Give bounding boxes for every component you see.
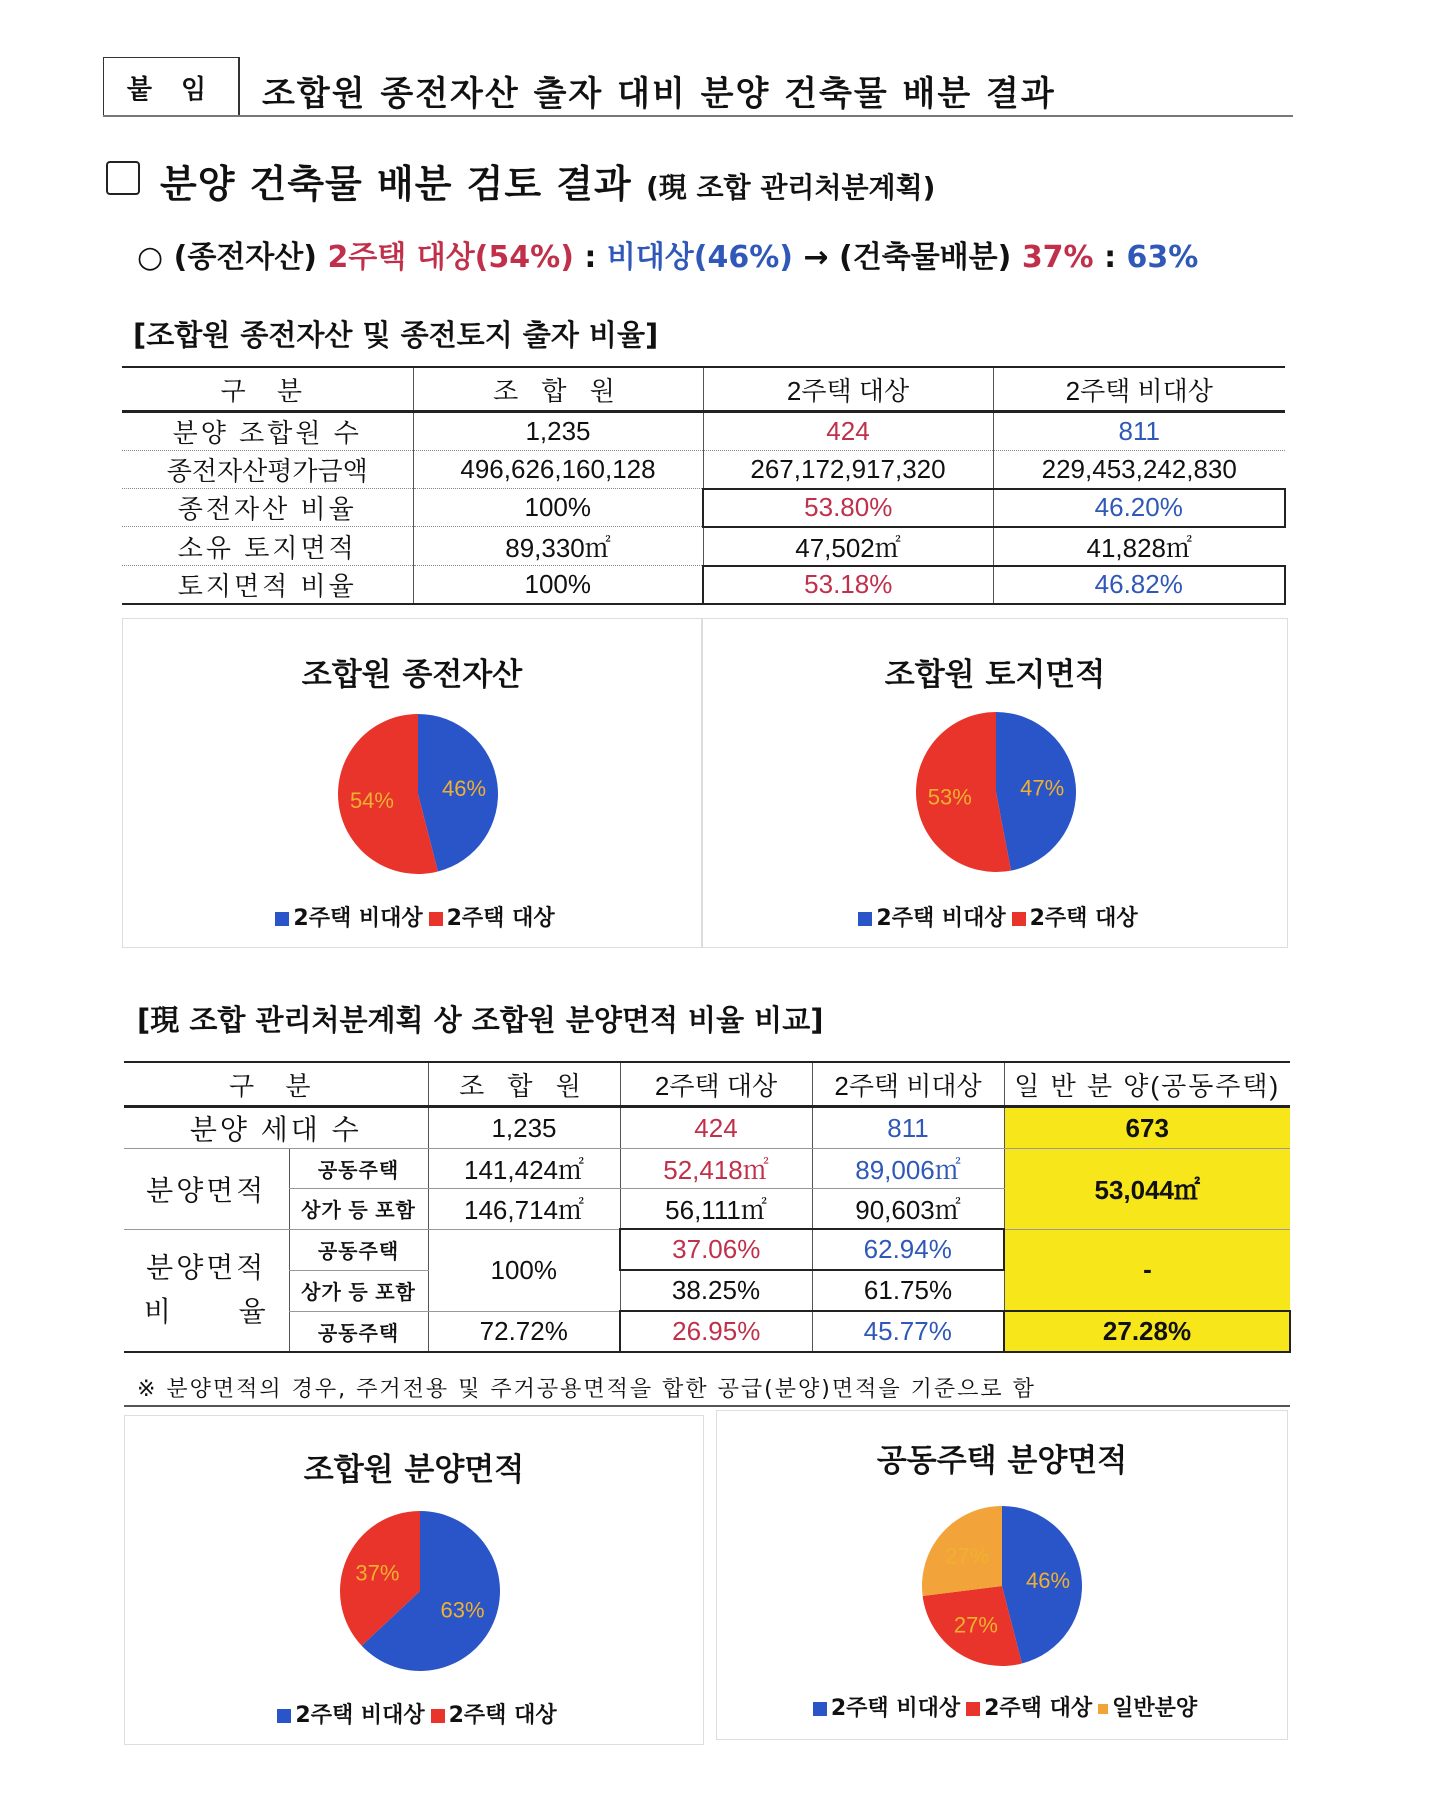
pie-chart-apartment-sale — [917, 1501, 1087, 1671]
table-cell-highlight: 53.18% — [703, 566, 993, 605]
table-cell-highlight: 53.80% — [703, 489, 993, 527]
table-cell: 89,006㎡ — [812, 1149, 1004, 1189]
table-cell-highlight: 53,044㎡ — [1004, 1149, 1290, 1230]
asset-ratio-table — [122, 366, 1286, 605]
table-cell: 61.75% — [812, 1270, 1004, 1311]
table-cell-highlight: 673 — [1004, 1107, 1290, 1149]
table-cell: 267,172,917,320 — [703, 451, 993, 489]
pie-data-label: 63% — [440, 1597, 485, 1623]
chart-panel-assets — [122, 618, 702, 948]
legend-swatch-orange — [1098, 1704, 1108, 1714]
table-cell-highlight: 37.06% — [620, 1229, 812, 1270]
pie-data-label: 27% — [945, 1543, 990, 1569]
legend-swatch-red — [966, 1702, 980, 1716]
pie-data-label: 46% — [442, 776, 487, 802]
summary-line — [137, 232, 1198, 276]
pie-data-label: 46% — [1026, 1568, 1071, 1594]
circle-bullet-icon: ○ — [137, 240, 164, 275]
row-label: 분양 세대 수 — [124, 1107, 428, 1149]
table-cell-highlight: 45.77% — [812, 1311, 1004, 1352]
table-header-cell: 조 합 원 — [413, 367, 703, 412]
pie-data-label: 53% — [927, 784, 972, 810]
summary-target: 2주택 대상(54%) — [327, 240, 574, 275]
table-cell: 811 — [812, 1107, 1004, 1149]
table-row — [124, 1107, 1290, 1149]
chart-legend — [125, 1698, 703, 1729]
table-row — [124, 1149, 1290, 1189]
summary-prefix: (종전자산) — [173, 240, 317, 275]
ratio-label-line: 분양면적 — [146, 1252, 267, 1284]
table-cell: 56,111㎡ — [620, 1189, 812, 1230]
table2-caption: [現 조합 관리처분계획 상 조합원 분양면적 비율 비교] — [137, 1003, 824, 1037]
legend-label: 2주택 비대상 — [830, 1696, 961, 1721]
table-header-row — [122, 367, 1285, 412]
table-cell: 100% — [413, 489, 703, 527]
legend-swatch-blue — [858, 912, 872, 926]
row-sub-label: 상가 등 포함 — [289, 1270, 428, 1311]
header-separator — [238, 57, 240, 117]
table-cell: 52,418㎡ — [620, 1149, 812, 1189]
table-header-cell: 2주택 대상 — [620, 1062, 812, 1107]
table-row — [122, 566, 1285, 605]
pie-data-label: 27% — [953, 1612, 998, 1638]
section-title — [160, 153, 935, 208]
checkbox-square-icon — [106, 161, 140, 195]
footnote-divider — [124, 1405, 1290, 1407]
table-row — [122, 451, 1285, 489]
chart-title: 조합원 토지면적 — [884, 657, 1106, 693]
pie-chart-member-sale — [335, 1506, 505, 1676]
chart-legend — [123, 901, 701, 932]
table-header-row — [124, 1062, 1290, 1107]
summary-pct-nontarget: 63% — [1126, 240, 1199, 275]
row-label: 분양 조합원 수 — [122, 412, 413, 451]
table-cell: 100% — [413, 566, 703, 605]
table-row — [124, 1311, 1290, 1352]
chart-panel-member-sale — [124, 1415, 704, 1745]
table-cell: 72.72% — [428, 1311, 620, 1352]
legend-swatch-red — [429, 912, 443, 926]
table-cell-highlight: 46.82% — [993, 566, 1285, 605]
attachment-tag: 붙 임 — [103, 57, 239, 117]
table-cell-highlight: 46.20% — [993, 489, 1285, 527]
table-cell-highlight: - — [1004, 1229, 1290, 1311]
chart-panel-land — [702, 618, 1288, 948]
summary-colon: : — [584, 240, 597, 275]
table-row — [122, 527, 1285, 566]
legend-swatch-blue — [275, 912, 289, 926]
legend-swatch-blue — [813, 1702, 827, 1716]
table-cell: 38.25% — [620, 1270, 812, 1311]
row-group-label — [124, 1229, 289, 1352]
table-row — [124, 1229, 1290, 1270]
row-label: 토지면적 비율 — [122, 566, 413, 605]
table-header-cell: 2주택 비대상 — [812, 1062, 1004, 1107]
row-label: 종전자산 비율 — [122, 489, 413, 527]
table-header-cell: 일 반 분 양(공동주택) — [1004, 1062, 1290, 1107]
footnote: ※ 분양면적의 경우, 주거전용 및 주거공용면적을 합한 공급(분양)면적을 기준으로 함 — [137, 1377, 1036, 1402]
table-cell: 811 — [993, 412, 1285, 451]
chart-panel-apartment-sale — [716, 1410, 1288, 1740]
legend-label: 2주택 비대상 — [295, 1703, 425, 1728]
chart-title: 조합원 종전자산 — [301, 657, 523, 693]
table-row — [122, 489, 1285, 527]
table-cell: 90,603㎡ — [812, 1189, 1004, 1230]
pie-chart-land — [911, 707, 1081, 877]
arrow-right-icon: → — [803, 240, 829, 275]
table-cell: 1,235 — [428, 1107, 620, 1149]
legend-label: 2주택 대상 — [446, 906, 555, 931]
table-header-cell: 구 분 — [124, 1062, 428, 1107]
row-sub-label: 상가 등 포함 — [289, 1189, 428, 1230]
legend-label: 2주택 대상 — [448, 1703, 557, 1728]
row-group-label: 분양면적 — [124, 1149, 289, 1230]
table-cell: 424 — [620, 1107, 812, 1149]
legend-swatch-blue — [277, 1709, 291, 1723]
section-title-text: 분양 건축물 배분 검토 결과 — [160, 162, 632, 206]
row-sub-label: 공동주택 — [289, 1229, 428, 1270]
header-underline — [103, 115, 1293, 117]
chart-title: 공동주택 분양면적 — [876, 1443, 1128, 1479]
row-sub-label: 공동주택 — [289, 1311, 428, 1352]
row-label: 종전자산평가금액 — [122, 451, 413, 489]
table-cell: 229,453,242,830 — [993, 451, 1285, 489]
row-sub-label: 공동주택 — [289, 1149, 428, 1189]
legend-swatch-red — [431, 1709, 445, 1723]
pie-data-label: 47% — [1020, 775, 1065, 801]
chart-legend — [703, 901, 1287, 932]
table-cell-highlight: 62.94% — [812, 1229, 1004, 1270]
legend-label: 일반분양 — [1112, 1696, 1198, 1721]
pie-chart-assets — [333, 709, 503, 879]
legend-label: 2주택 비대상 — [876, 906, 1006, 931]
table-header-cell: 구 분 — [122, 367, 413, 412]
legend-label: 2주택 대상 — [1029, 906, 1138, 931]
pie-data-label: 37% — [355, 1560, 400, 1586]
table-cell: 89,330㎡ — [413, 527, 703, 566]
table-cell: 47,502㎡ — [703, 527, 993, 566]
table-cell-highlight: 27.28% — [1004, 1311, 1290, 1352]
table-cell: 1,235 — [413, 412, 703, 451]
table-cell: 100% — [428, 1229, 620, 1311]
chart-legend — [717, 1691, 1287, 1722]
summary-colon-2: : — [1104, 240, 1117, 275]
table-header-cell: 2주택 비대상 — [993, 367, 1285, 412]
table-cell: 141,424㎡ — [428, 1149, 620, 1189]
chart-title: 조합원 분양면적 — [303, 1452, 525, 1488]
table-header-cell: 2주택 대상 — [703, 367, 993, 412]
table-cell-highlight: 26.95% — [620, 1311, 812, 1352]
legend-label: 2주택 대상 — [984, 1696, 1093, 1721]
legend-label: 2주택 비대상 — [293, 906, 423, 931]
row-label: 소유 토지면적 — [122, 527, 413, 566]
sale-area-table — [124, 1061, 1291, 1353]
legend-swatch-red — [1012, 912, 1026, 926]
table1-caption: [조합원 종전자산 및 종전토지 출자 비율] — [133, 318, 659, 352]
table-header-cell: 조 합 원 — [428, 1062, 620, 1107]
table-cell: 41,828㎡ — [993, 527, 1285, 566]
table-cell: 496,626,160,128 — [413, 451, 703, 489]
summary-alloc-label: (건축물배분) — [839, 240, 1012, 275]
summary-nontarget: 비대상(46%) — [606, 240, 793, 275]
pie-data-label: 54% — [349, 787, 394, 813]
ratio-label-line: 비 율 — [143, 1296, 269, 1328]
section-title-note: (現 조합 관리처분계획) — [645, 171, 936, 204]
document-title: 조합원 종전자산 출자 대비 분양 건축물 배분 결과 — [262, 74, 1056, 114]
summary-pct-target: 37% — [1021, 240, 1094, 275]
table-row — [122, 412, 1285, 451]
table-cell: 424 — [703, 412, 993, 451]
table-cell: 146,714㎡ — [428, 1189, 620, 1230]
